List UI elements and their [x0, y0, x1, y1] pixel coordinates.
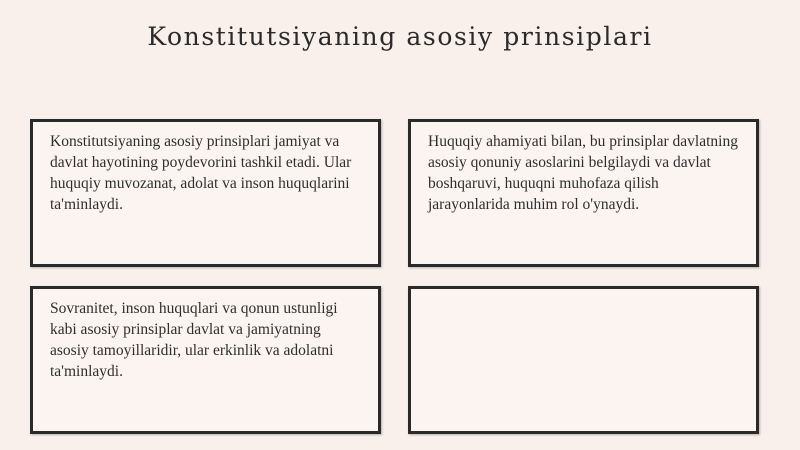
- content-box-text: Konstitutsiyaning asosiy prinsiplari jamiyat va davlat hayotining poydevorini tashkil etadi. Ular huquqiy muvozanat, adolat va inson huquqlarini ta'minlaydi.: [50, 133, 352, 213]
- slide-title: Konstitutsiyaning asosiy prinsiplari: [147, 22, 653, 51]
- content-box-bottom-right: [408, 286, 759, 434]
- content-box-bottom-left: [30, 286, 381, 434]
- content-box-top-right: [408, 119, 759, 267]
- content-box-text: Sovranitet, inson huquqlari va qonun ustunligi kabi asosiy prinsiplar davlat va jamiyatning asosiy tamoyillaridir, ular erkinlik va adolatni ta'minlaydi.: [50, 300, 338, 380]
- content-box-top-left: [30, 119, 381, 267]
- content-box-text: Huquqiy ahamiyati bilan, bu prinsiplar davlatning asosiy qonuniy asoslarini belgilaydi va davlat boshqaruvi, huquqni muhofaza qilish jarayonlarida muhim rol o'ynaydi.: [428, 133, 738, 213]
